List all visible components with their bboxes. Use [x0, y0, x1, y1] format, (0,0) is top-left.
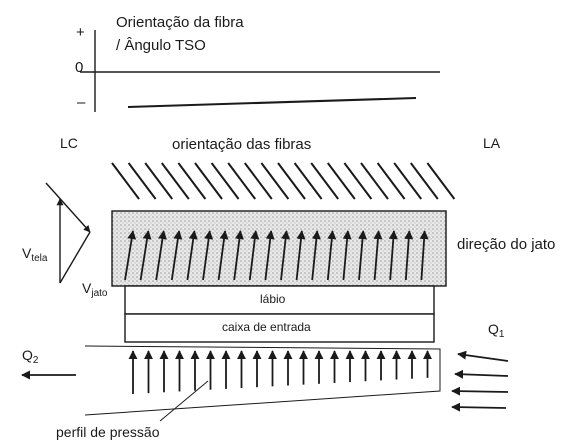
jet-direction-label: direção do jato	[457, 236, 556, 253]
inflow-arrows	[452, 354, 508, 408]
inflow-arrow	[455, 374, 508, 376]
pressure-profile-label: perfil de pressão	[56, 424, 160, 440]
inflow-arrow	[452, 391, 508, 392]
headbox-label: caixa de entrada	[222, 320, 311, 334]
inflow-arrow	[458, 354, 508, 361]
fiber-line	[212, 163, 239, 199]
fiber-line	[295, 163, 322, 199]
pressure-pointer-line	[160, 381, 208, 421]
v-tela-label: $V_{tela}$	[22, 245, 48, 264]
fiber-line	[311, 163, 338, 199]
inflow-arrow	[452, 407, 506, 408]
fiber-line	[361, 163, 388, 199]
pressure-profile-outline	[85, 346, 440, 415]
fiber-line	[178, 163, 205, 199]
graph-title-line2: / Ângulo TSO	[116, 37, 206, 54]
fiber-line	[427, 163, 454, 199]
graph-title-line1: Orientação da fibra	[116, 14, 244, 31]
axis-minus-label: –	[77, 94, 86, 111]
axis-plus-label: +	[76, 24, 85, 41]
fiber-orientation-label: orientação das fibras	[172, 136, 312, 153]
fiber-line	[411, 163, 438, 199]
fiber-line	[162, 163, 189, 199]
axis-zero-label: 0	[75, 59, 84, 76]
fiber-line	[394, 163, 421, 199]
q1-label: $Q_1$	[488, 321, 505, 340]
fiber-line	[261, 163, 288, 199]
velocity-line-top	[46, 183, 90, 232]
fiber-line	[112, 163, 139, 199]
pressure-arrows	[133, 351, 428, 394]
fiber-line	[245, 163, 272, 199]
edge-right-label: LA	[483, 135, 501, 151]
fiber-line	[378, 163, 405, 199]
fiber-orientation-lines	[112, 163, 454, 199]
jet-region	[112, 211, 446, 286]
orientation-curve	[128, 98, 416, 107]
edge-left-label: LC	[60, 135, 78, 151]
v-jato-label: $V_{jato}$	[82, 280, 108, 299]
fiber-line	[195, 163, 222, 199]
fiber-line	[278, 163, 305, 199]
velocity-line-side	[60, 232, 90, 283]
fiber-line	[328, 163, 355, 199]
lip-label: lábio	[260, 292, 286, 306]
fiber-line	[145, 163, 172, 199]
fiber-line	[228, 163, 255, 199]
fiber-line	[344, 163, 371, 199]
q2-label: $Q_2$	[22, 347, 39, 366]
fiber-line	[129, 163, 156, 199]
